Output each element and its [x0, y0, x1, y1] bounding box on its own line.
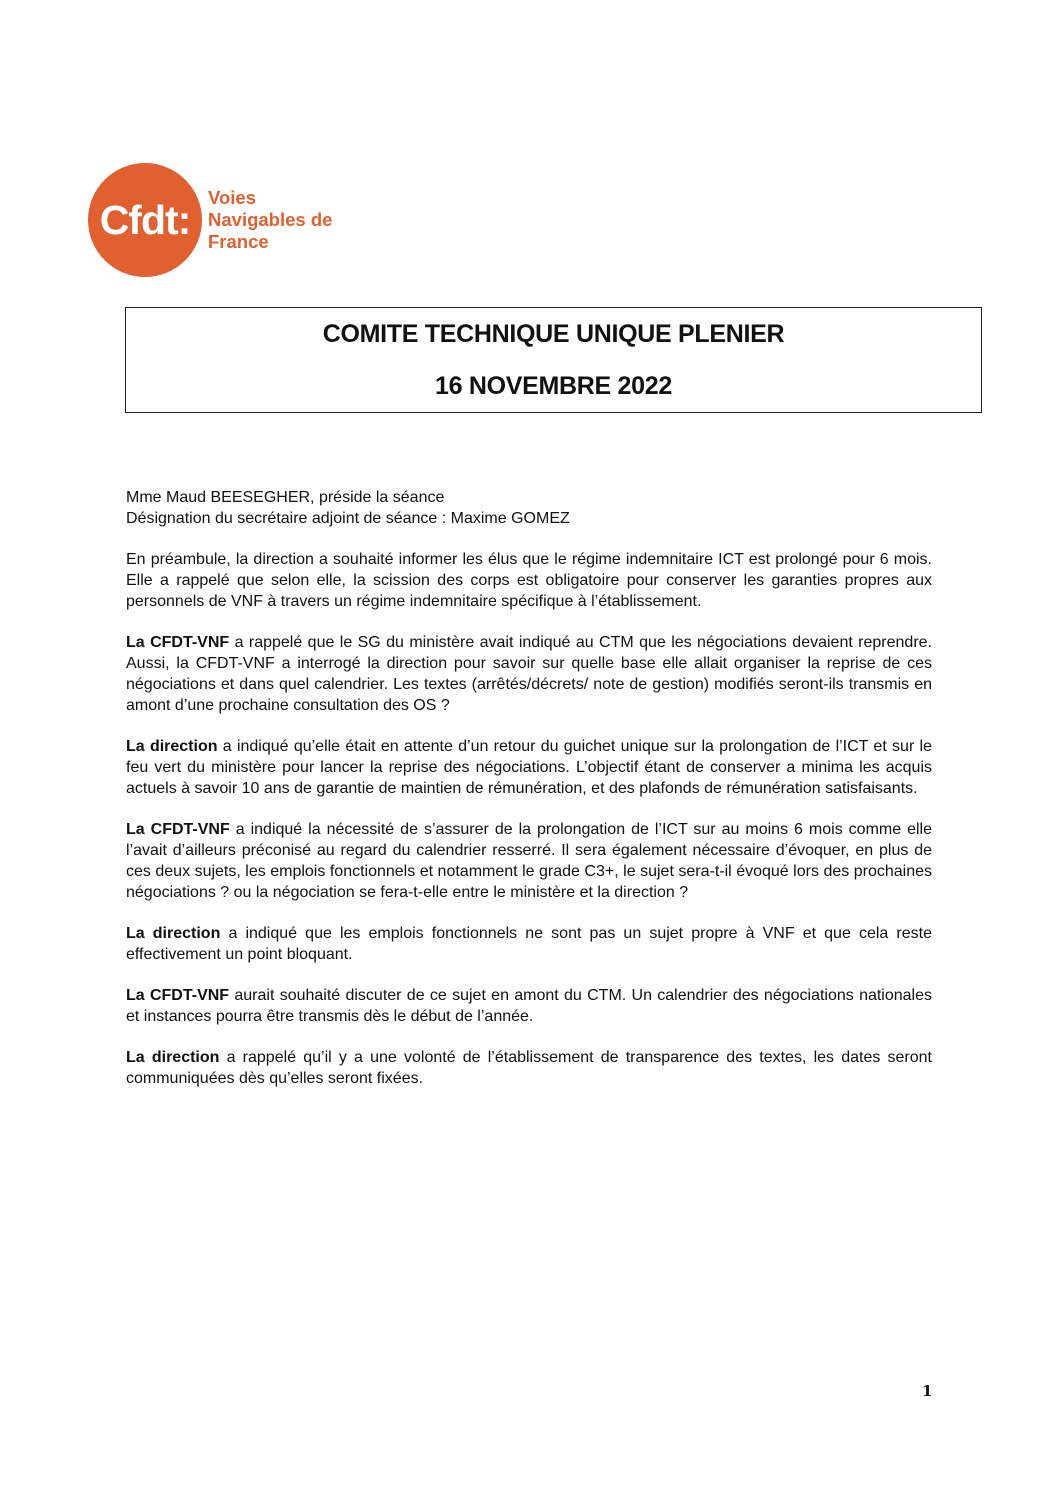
paragraph-text: a rappelé qu’il y a une volonté de l’établissement de transparence des textes, les dates seront communiquées dès qu’elles seront fixées. — [126, 1049, 932, 1087]
paragraph — [126, 632, 932, 716]
speaker-label: La CFDT-VNF — [126, 634, 230, 651]
document-date: 16 NOVEMBRE 2022 — [435, 372, 672, 400]
page-number: 1 — [922, 1382, 933, 1400]
paragraph-text: En préambule, la direction a souhaité informer les élus que le régime indemnitaire ICT est prolongé pour 6 mois. Elle a rappelé que selon elle, la scission des corps est obligatoire pour conserver les garanties propres aux personnels de VNF à travers un régime indemnitaire spécifique à l’établissement. — [126, 551, 932, 610]
logo-line: Voies — [208, 187, 256, 208]
paragraph — [126, 736, 932, 799]
logo-wordmark — [208, 187, 332, 253]
session-president: Mme Maud BEESEGHER, préside la séance — [126, 489, 445, 506]
speaker-label: La direction — [126, 925, 221, 942]
paragraph-text: a indiqué qu’elle était en attente d’un retour du guichet unique sur la prolongation de l’ICT et sur le feu vert du ministère pour lancer la reprise des négociations. L’objectif étant de conserver a minima les acquis actuels à savoir 10 ans de garantie de maintien de rémunération, et des plafonds de rémunération satisfaisants. — [126, 738, 932, 797]
paragraph — [126, 549, 932, 612]
document-title: COMITE TECHNIQUE UNIQUE PLENIER — [322, 320, 785, 348]
cfdt-logo — [88, 163, 332, 277]
paragraph — [126, 819, 932, 903]
session-secretary: Désignation du secrétaire adjoint de séance : Maxime GOMEZ — [126, 510, 570, 527]
paragraph-text: a indiqué que les emplois fonctionnels ne sont pas un sujet propre à VNF et que cela reste effectivement un point bloquant. — [126, 925, 932, 963]
document-body — [126, 487, 932, 1089]
paragraph-text: a indiqué la nécessité de s’assurer de la prolongation de l’ICT sur au moins 6 mois comme elle l’avait d’ailleurs préconisé au regard du calendrier resserré. Il sera également nécessaire d’évoquer, en plus de ces deux sujets, les emplois fonctionnels et notamment le grade C3+, le sujet sera-t-il évoqué lors des prochaines négociations ? ou la négociation se fera-t-elle entre le ministère et la direction ? — [126, 821, 933, 901]
document-title-box — [125, 307, 982, 413]
speaker-label: La CFDT-VNF — [126, 821, 230, 838]
logo-mark: Cfdt: — [88, 163, 202, 277]
paragraph — [126, 923, 932, 965]
paragraph-text: aurait souhaité discuter de ce sujet en amont du CTM. Un calendrier des négociations nationales et instances pourra être transmis dès le début de l’année. — [126, 987, 933, 1025]
session-intro — [126, 487, 932, 529]
speaker-label: La CFDT-VNF — [126, 987, 230, 1004]
speaker-label: La direction — [126, 1049, 220, 1066]
logo-line: Navigables de — [208, 209, 333, 230]
logo-line: France — [208, 231, 269, 252]
paragraph-text: a rappelé que le SG du ministère avait indiqué au CTM que les négociations devaient reprendre. Aussi, la CFDT-VNF a interrogé la direction pour savoir sur quelle base elle allait organiser la reprise de ces négociations et dans quel calendrier. Les textes (arrêtés/décrets/ note de gestion) modifiés seront-ils transmis en amont d’une prochaine consultation des OS ? — [126, 634, 933, 714]
paragraph — [126, 1047, 932, 1089]
speaker-label: La direction — [126, 738, 218, 755]
paragraph — [126, 985, 932, 1027]
